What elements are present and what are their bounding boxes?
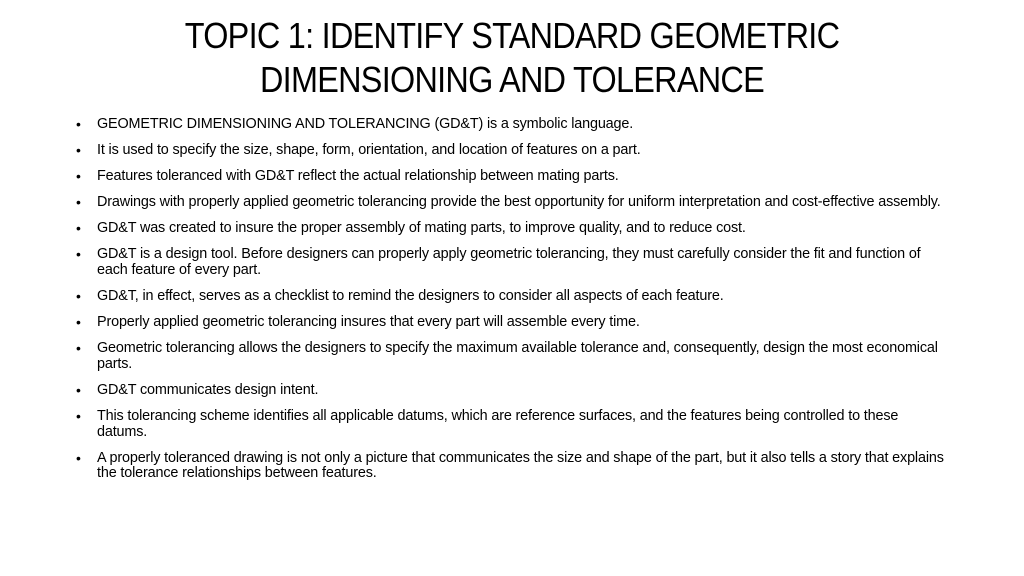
bullet-text: GD&T was created to insure the proper assembly of mating parts, to improve quality, and to reduce cost. bbox=[97, 220, 746, 237]
bullet-text: Features toleranced with GD&T reflect the actual relationship between mating parts. bbox=[97, 168, 619, 185]
bullet-icon: • bbox=[76, 314, 81, 331]
bullet-item bbox=[76, 315, 946, 331]
bullet-icon: • bbox=[76, 340, 81, 357]
bullet-item bbox=[76, 195, 946, 211]
bullet-item bbox=[76, 221, 946, 237]
bullet-item bbox=[76, 383, 946, 399]
bullet-icon: • bbox=[76, 168, 81, 185]
bullet-icon: • bbox=[76, 220, 81, 237]
bullet-text: A properly toleranced drawing is not only a picture that communicates the size and shape of the part, but it also tells a story that explains the tolerance relationships between features. bbox=[97, 449, 944, 482]
bullet-text: GD&T communicates design intent. bbox=[97, 382, 319, 399]
bullet-text: GEOMETRIC DIMENSIONING AND TOLERANCING (GD&T) is a symbolic language. bbox=[97, 116, 634, 132]
bullet-text: This tolerancing scheme identifies all applicable datums, which are reference surfaces, and the features being controlled to these datums. bbox=[97, 408, 899, 440]
bullet-item bbox=[76, 169, 946, 185]
bullet-text: GD&T is a design tool. Before designers can properly apply geometric tolerancing, they must carefully consider the fit and function of each feature of every part. bbox=[97, 246, 921, 279]
bullet-icon: • bbox=[76, 246, 81, 263]
bullet-item bbox=[76, 341, 946, 372]
bullet-icon: • bbox=[76, 288, 81, 305]
bullet-text: Geometric tolerancing allows the designers to specify the maximum available tolerance and, consequently, design the most economical parts. bbox=[97, 340, 938, 372]
bullet-text: Properly applied geometric tolerancing insures that every part will assemble every time. bbox=[97, 314, 640, 331]
bullet-icon: • bbox=[76, 194, 81, 211]
bullet-list bbox=[76, 117, 946, 493]
bullet-icon: • bbox=[76, 382, 81, 399]
bullet-item bbox=[76, 289, 946, 305]
bullet-item bbox=[76, 451, 946, 482]
bullet-icon: • bbox=[76, 449, 81, 466]
bullet-text: Drawings with properly applied geometric tolerancing provide the best opportunity for uniform interpretation and cost-effective assembly. bbox=[97, 194, 941, 211]
slide-title-line-1: TOPIC 1: IDENTIFY STANDARD GEOMETRIC bbox=[184, 15, 840, 56]
bullet-item bbox=[76, 247, 946, 278]
bullet-item bbox=[76, 143, 946, 159]
bullet-icon: • bbox=[76, 116, 81, 132]
slide-title bbox=[105, 14, 919, 102]
bullet-icon: • bbox=[76, 142, 81, 159]
slide-title-line-2: DIMENSIONING AND TOLERANCE bbox=[260, 59, 764, 100]
bullet-text: It is used to specify the size, shape, form, orientation, and location of features on a part. bbox=[97, 142, 641, 159]
bullet-icon: • bbox=[76, 408, 81, 425]
bullet-item bbox=[76, 409, 946, 440]
bullet-text: GD&T, in effect, serves as a checklist to remind the designers to consider all aspects of each feature. bbox=[97, 288, 724, 305]
bullet-item bbox=[76, 117, 946, 133]
